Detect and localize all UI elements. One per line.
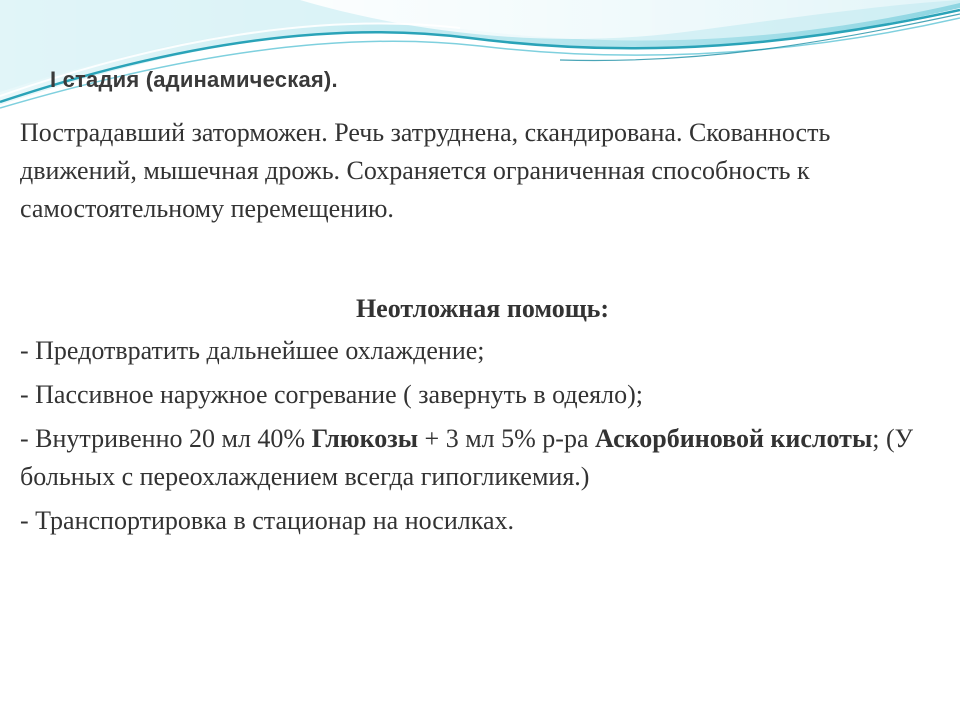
list-item: - Пассивное наружное согревание ( завернуть в одеяло);	[20, 380, 643, 409]
list-item	[20, 420, 945, 496]
slide-body	[20, 114, 945, 540]
list-item-text: - Внутривенно 20 мл 40%	[20, 424, 312, 453]
list-item: - Предотвратить дальнейшее охлаждение;	[20, 336, 485, 365]
ascorbic-acid-bold: Аскорбиновой кислоты	[595, 424, 873, 453]
emergency-help-heading: Неотложная помощь:	[355, 294, 610, 323]
symptoms-paragraph: Пострадавший заторможен. Речь затруднена, скандирована. Скованность движений, мышечная дрожь. Сохраняется ограниченная способность к самостоятельному перемещению.	[20, 118, 831, 223]
slide-title: I стадия (адинамическая).	[50, 67, 338, 92]
decorative-wave-header	[0, 0, 960, 130]
glucose-bold: Глюкозы	[311, 424, 419, 453]
list-item-text: ; (У больных с переохлаждением всегда гипогликемия.)	[20, 424, 914, 491]
list-item: - Транспортировка в стационар на носилках.	[20, 506, 514, 535]
list-item-text: + 3 мл 5% р-ра	[418, 424, 595, 453]
